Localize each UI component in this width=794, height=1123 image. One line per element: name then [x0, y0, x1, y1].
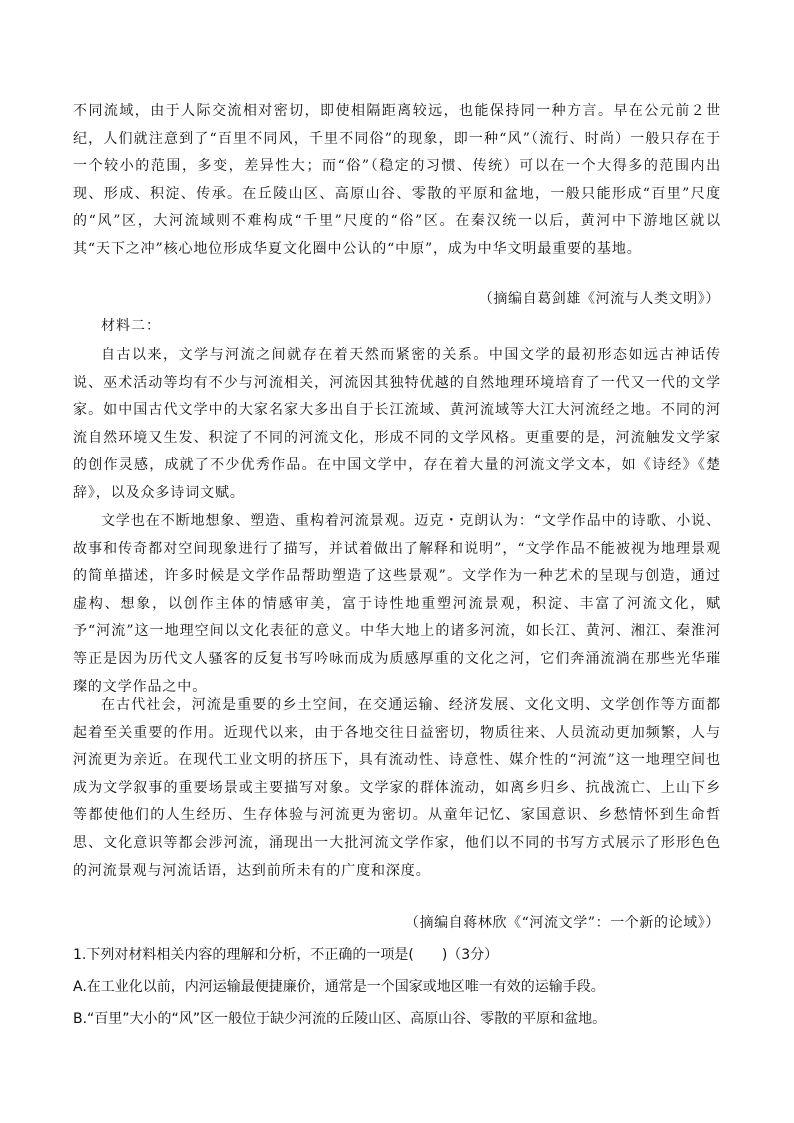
- question-1-option-b: B.“百里”大小的“风”区一般位于缺少河流的丘陵山区、高原山谷、零散的平原和盆地。: [73, 1011, 607, 1027]
- question-1-option-a: A.在工业化以前，内河运输最便捷廉价，通常是一个国家或地区唯一有效的运输手段。: [73, 979, 605, 995]
- material1-paragraph: 不同流域，由于人际交流相对密切，即使相隔距离较远，也能保持同一种方言。早在公元前２世纪，人们就注意到了“百里不同风，千里不同俗”的现象，即一种“风”（流行、时尚）一般只存在于一个较小的范围，多变，差异性大；而“俗”（稳定的习惯、传统）可以在一个大得多的范围内出现、形成、积淀、传承。在丘陵山区、高原山谷、零散的平原和盆地，一般只能形成“百里”尺度的“风”区，大河流域则不难构成“千里”尺度的“俗”区。在秦汉统一以后，黄河中下游地区就以其“天下之冲”核心地位形成华夏文化圈中公认的“中原”，成为中华文明最重要的基地。: [73, 103, 721, 257]
- material2-paragraph-2: 文学也在不断地想象、塑造、重构着河流景观。迈克・克朗认为：“文学作品中的诗歌、小说、故事和传奇都对空间现象进行了描写，并试着做出了解释和说明”，“文学作品不能被视为地理景观的简单描述，许多时候是文学作品帮助塑造了这些景观”。文学作为一种艺术的呈现与创造，通过虚构、想象，以创作主体的情感审美，富于诗性地重塑河流景观，积淀、丰富了河流文化，赋予“河流”这一地理空间以文化表征的意义。中华大地上的诸多河流，如长江、黄河、湘江、秦淮河等正是因为历代文人骚客的反复书写吟咏而成为质感厚重的文化之河，它们奔涌流淌在那些光华璀璨的文学作品之中。: [73, 513, 721, 695]
- material1-source: （摘编自葛剑雄《河流与人类文明》）: [478, 291, 720, 307]
- material2-paragraph-1: 自古以来，文学与河流之间就存在着天然而紧密的关系。中国文学的最初形态如远古神话传说、巫术活动等均有不少与河流相关，河流因其独特优越的自然地理环境培育了一代又一代的文学家。如中国古代文学中的大家名家大多出自于长江流域、黄河流域等大江大河流经之地。不同的河流自然环境又生发、积淀了不同的河流文化，形成不同的文学风格。更重要的是，河流触发文学家的创作灵感，成就了不少优秀作品。在中国文学中，存在着大量的河流文学文本，如《诗经》《楚辞》，以及众多诗词文赋。: [73, 347, 721, 501]
- question-1-stem: 1.下列对材料相关内容的理解和分析，不正确的一项是( )（3分）: [73, 947, 499, 963]
- material2-paragraph-3: 在古代社会，河流是重要的乡土空间，在交通运输、经济发展、文化文明、文学创作等方面都起着至关重要的作用。近现代以来，由于各地交往日益密切，物质往来、人员流动更加频繁，人与河流更为亲近。在现代工业文明的挤压下，具有流动性、诗意性、媒介性的“河流”这一地理空间也成为文学叙事的重要场景或主要描写对象。文学家的群体流动，如离乡归乡、抗战流亡、上山下乡等都使他们的人生经历、生存体验与河流更为密切。从童年记忆、家国意识、乡愁情怀到生命哲思、文化意识等都会涉河流，涌现出一大批河流文学作家，他们以不同的书写方式展示了形形色色的河流景观与河流话语，达到前所未有的广度和深度。: [73, 697, 721, 879]
- material2-label: 材料二：: [101, 318, 161, 334]
- material2-source: （摘编自蒋林欣《“河流文学”：一个新的论域》）: [404, 915, 720, 931]
